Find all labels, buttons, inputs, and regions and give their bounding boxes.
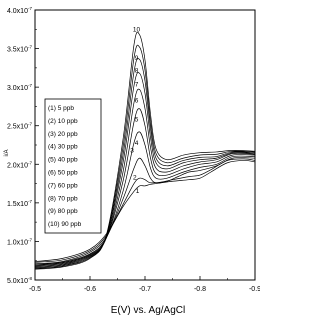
- legend-entry: (8) 70 ppb: [48, 195, 78, 203]
- legend-entry: (9) 80 ppb: [48, 208, 78, 216]
- legend-entry: (4) 30 ppb: [48, 143, 78, 151]
- series-number-label: 4: [134, 139, 139, 147]
- series-number-label: 10: [132, 26, 141, 34]
- x-tick-label: -0.5: [28, 286, 42, 293]
- y-tick-label: $3.0x10^{-7}$: [6, 83, 32, 93]
- x-tick-label: -0.6: [83, 286, 97, 293]
- x-tick-label: -0.9: [248, 286, 260, 293]
- series-number-label: 8: [134, 67, 139, 75]
- y-tick-label: $1.5x10^{-7}$: [6, 198, 32, 208]
- series-number-label: 3: [130, 147, 134, 155]
- y-tick-label: $3.5x10^{-7}$: [6, 44, 32, 54]
- x-tick-label: -0.8: [193, 286, 207, 293]
- series-number-label: 5: [134, 116, 139, 124]
- y-axis-label: i/A: [4, 149, 10, 157]
- x-axis: [29, 276, 260, 293]
- series-number-label: 6: [134, 97, 139, 105]
- x-tick-label: -0.7: [138, 286, 152, 293]
- y-tick-label: $5.0x10^{-8}$: [6, 276, 32, 285]
- legend-entry: (6) 50 ppb: [48, 169, 78, 177]
- legend: [45, 99, 101, 233]
- legend-entry: (1) 5 ppb: [48, 105, 75, 112]
- series-number-label: 9: [134, 55, 139, 63]
- y-tick-label: $2.5x10^{-7}$: [6, 121, 32, 131]
- x-axis-label: E(V) vs. Ag/AgCl: [110, 305, 186, 316]
- y-tick-label: $4.0x10^{-7}$: [6, 6, 32, 15]
- legend-entry: (5) 40 ppb: [48, 156, 78, 164]
- y-axis: [7, 6, 39, 285]
- legend-entry: (2) 10 ppb: [48, 117, 78, 125]
- legend-entry: (3) 20 ppb: [48, 130, 78, 138]
- legend-entry: (7) 60 ppb: [48, 182, 78, 190]
- y-tick-label: $2.0x10^{-7}$: [6, 160, 32, 170]
- series-number-label: 2: [132, 174, 137, 182]
- y-tick-label: $1.0x10^{-7}$: [6, 237, 32, 247]
- legend-entry: (10) 90 ppb: [48, 221, 82, 229]
- series-number-label: 7: [134, 81, 139, 89]
- series-number-label: 1: [135, 187, 140, 195]
